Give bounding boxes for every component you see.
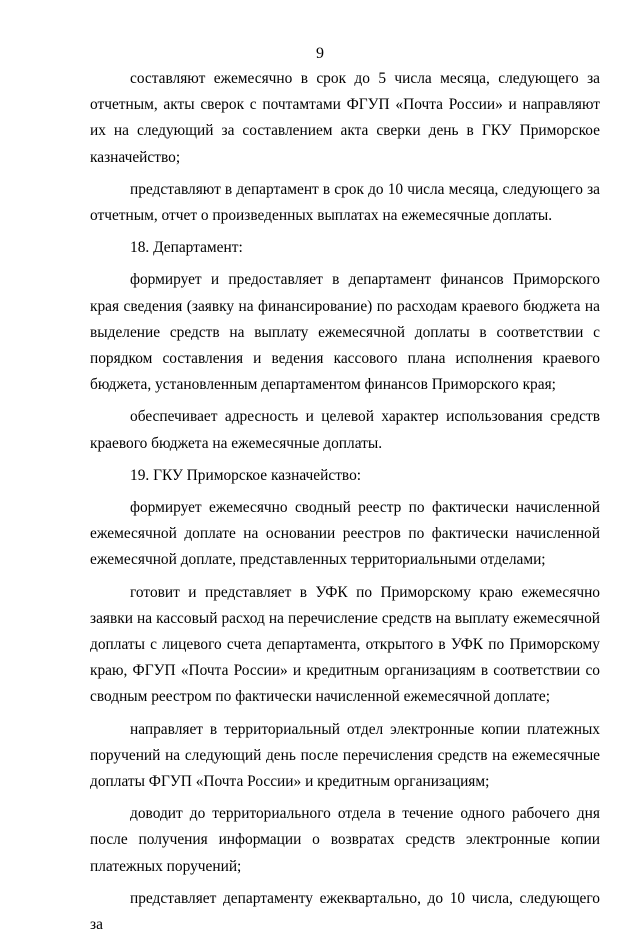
paragraph-9: представляет департаменту ежеквартально, до 10 числа, следующего за bbox=[90, 889, 600, 934]
paragraph-4: обеспечивает адресность и целевой характер использования средств краевого бюджета на ежемесячные доплаты. bbox=[90, 408, 600, 452]
paragraph-7: направляет в территориальный отдел электронные копии платежных поручений на следующий день после перечисления средств на ежемесячные доплаты ФГУП «Почта России» и кредитным организациям; bbox=[90, 720, 600, 791]
section-heading-18: 18. Департамент: bbox=[130, 239, 243, 257]
page-number: 9 bbox=[316, 45, 324, 62]
paragraph-6: готовит и представляет в УФК по Приморскому краю ежемесячно заявки на кассовый расход на перечисление средств на выплату ежемесячной доплаты с лицевого счета департамента, открытого в УФК по Приморскому краю, ФГУП «Почта России» и кредитным организациям в соответствии со сводным реестром по фактически начисленной ежемесячной доплате; bbox=[90, 583, 600, 706]
paragraph-1: составляют ежемесячно в срок до 5 числа месяца, следующего за отчетным, акты сверок с почтамтами ФГУП «Почта России» и направляют их на следующий за составлением акта сверки день в ГКУ Приморское казначейство; bbox=[90, 70, 600, 166]
paragraph-2: представляют в департамент в срок до 10 числа месяца, следующего за отчетным, отчет о произведенных выплатах на ежемесячные доплаты. bbox=[90, 180, 600, 225]
paragraph-3: формирует и предоставляет в департамент финансов Приморского края сведения (заявку на финансирование) по расходам краевого бюджета на выделение средств на выплату ежемесячной доплаты в соответствии с порядком составления и ведения кассового плана исполнения краевого бюджета, установленным департаментом финансов Приморского края; bbox=[90, 271, 600, 394]
section-heading-19: 19. ГКУ Приморское казначейство: bbox=[130, 466, 362, 484]
document-body bbox=[90, 66, 600, 944]
paragraph-8: доводит до территориального отдела в течение одного рабочего дня после получения информации о возвратах средств электронные копии платежных поручений; bbox=[90, 805, 600, 875]
paragraph-5: формирует ежемесячно сводный реестр по фактически начисленной ежемесячной доплате на основании реестров по фактически начисленной ежемесячной доплате, представленных территориальными отделами; bbox=[90, 499, 600, 569]
